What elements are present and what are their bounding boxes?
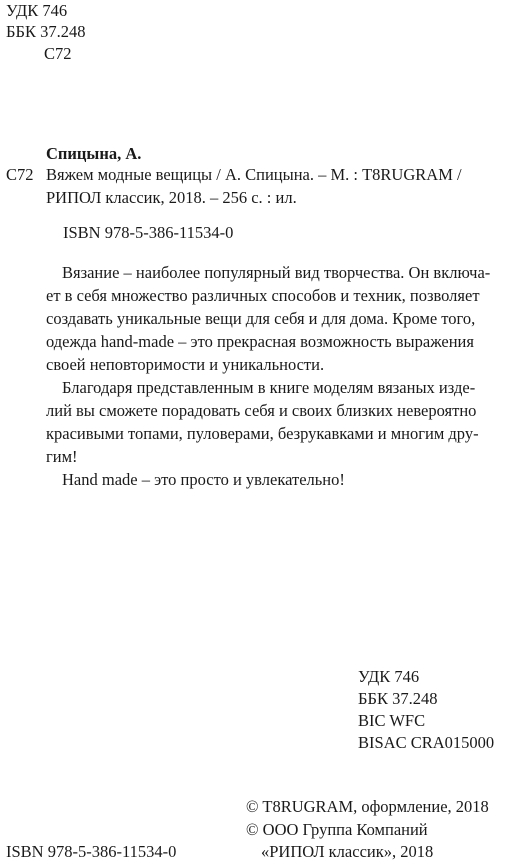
top-bbk: ББК 37.248 bbox=[6, 22, 86, 41]
catalog-isbn: ISBN 978-5-386-11534-0 bbox=[63, 223, 234, 242]
annotation-line: создавать уникальные вещи для себя и для дома. Кроме того, bbox=[46, 309, 476, 328]
annotation-line: лий вы сможете порадовать себя и своих близких невероятно bbox=[46, 401, 477, 420]
bottom-bbk: ББК 37.248 bbox=[358, 689, 438, 708]
top-udk: УДК 746 bbox=[6, 1, 68, 20]
bottom-bisac: BISAC CRA015000 bbox=[358, 733, 495, 752]
annotation-line: Благодаря представленным в книге моделям вязаных изде- bbox=[62, 378, 476, 397]
biblio-line-1: Вяжем модные вещицы / А. Спицына. – М. : T8RUGRAM / bbox=[46, 165, 462, 184]
copyright-line-1: © T8RUGRAM, оформление, 2018 bbox=[246, 797, 489, 816]
top-author-mark: С72 bbox=[44, 44, 72, 63]
side-author-mark: С72 bbox=[6, 165, 34, 184]
annotation-line: красивыми топами, пуловерами, безрукавками и многим дру- bbox=[46, 424, 479, 443]
annotation-line: Вязание – наиболее популярный вид творчества. Он включа- bbox=[62, 263, 491, 282]
annotation-line: гим! bbox=[46, 447, 78, 466]
annotation-line: одежда hand-made – это прекрасная возможность выражения bbox=[46, 332, 474, 351]
bottom-udk: УДК 746 bbox=[358, 667, 420, 686]
annotation-line: ет в себя множество различных способов и техник, позволяет bbox=[46, 286, 480, 305]
footer-isbn: ISBN 978-5-386-11534-0 bbox=[6, 842, 177, 861]
annotation-line: Hand made – это просто и увлекательно! bbox=[62, 470, 345, 489]
biblio-line-2: РИПОЛ классик, 2018. – 256 с. : ил. bbox=[46, 188, 297, 207]
copyright-line-3: «РИПОЛ классик», 2018 bbox=[261, 842, 434, 861]
bottom-bic: BIC WFC bbox=[358, 711, 426, 730]
copyright-line-2: © ООО Группа Компаний bbox=[246, 820, 428, 839]
author-name: Спицына, А. bbox=[46, 144, 142, 163]
annotation-line: своей неповторимости и уникальности. bbox=[46, 355, 325, 374]
